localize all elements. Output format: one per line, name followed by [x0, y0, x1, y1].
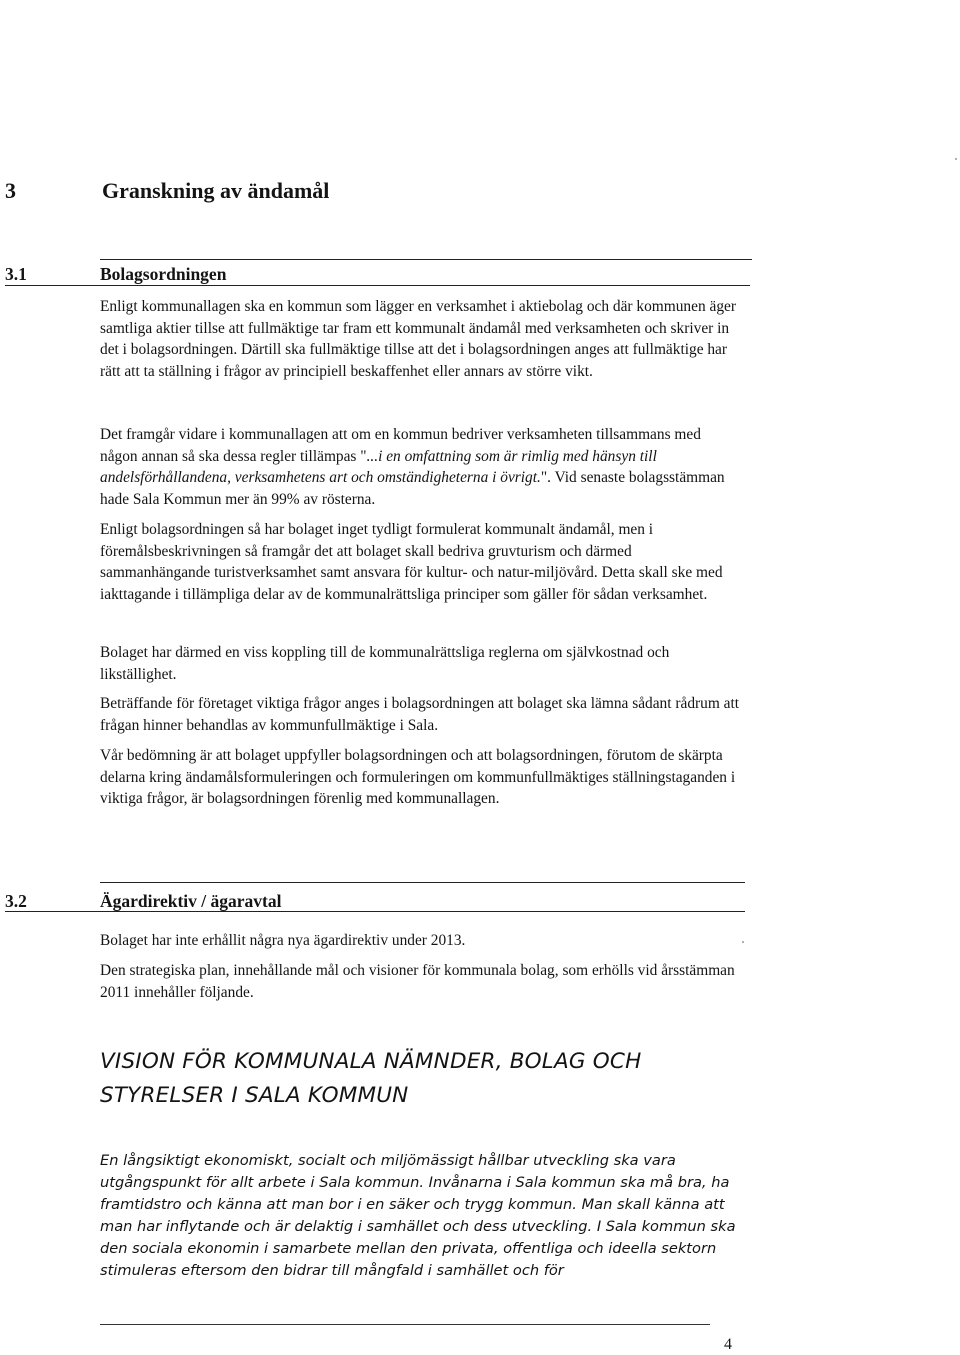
section-title: Ägardirektiv / ägaravtal	[100, 891, 282, 911]
section-title: Bolagsordningen	[100, 264, 227, 284]
section-divider	[100, 259, 752, 260]
scan-speck	[742, 941, 744, 943]
vision-heading: VISION FÖR KOMMUNALA NÄMNDER, BOLAG OCH STYRELSER I SALA KOMMUN	[100, 1049, 642, 1108]
vision-text: En långsiktigt ekonomiskt, socialt och miljömässigt hållbar utveckling ska vara utgångspunkt för allt arbete i Sala kommun. Invånarna i Sala kommun ska må bra, ha framtidstro och känna att man bor i en säker och trygg kommun. Man skall känna att man har inflytande och är delaktig i samhället och dess utveckling. I Sala kommun ska den sociala ekonomin i samarbete mellan den privata, offentliga och ideella sektorn stimuleras eftersom den bidrar till mångfald i samhället och för	[100, 1152, 736, 1279]
paragraph-quote: ...i en omfattning som är rimlig med hänsyn till andelsförhållandena, verksamhetens art och omständigheterna i övrigt.	[100, 447, 657, 487]
section-number: 3.1	[5, 264, 27, 284]
scan-speck	[955, 158, 957, 160]
paragraph: Enligt kommunallagen ska en kommun som lägger en verksamhet i aktiebolag och där kommunen äger samtliga aktier tillse att fullmäktige tar fram ett kommunalt ändamål med verksamheten och skriver in det i bolagsordningen. Därtill ska fullmäktige tillse att det i bolagsordningen anges att fullmäktige har rätt att ta ställning i frågor av principiell beskaffenhet eller annars av större vikt.	[100, 298, 736, 380]
paragraph-text: ". Vid senaste bolagsstämman hade Sala Kommun mer än 99% av rösterna.	[100, 469, 725, 508]
paragraph: Vår bedömning är att bolaget uppfyller bolagsordningen och att bolagsordningen, förutom de skärpta delarna kring ändamålsformuleringen och formuleringen om kommunfullmäktiges ställningstaganden i viktiga frågor, är bolagsordningen förenlig med kommunallagen.	[100, 747, 736, 808]
section-divider	[100, 882, 745, 883]
chapter-title: Granskning av ändamål	[102, 178, 330, 203]
page-number: 4	[724, 1336, 732, 1353]
paragraph-text: Det framgår vidare i kommunallagen att om en kommun bedriver verksamheten tillsammans med någon annan så ska dessa regler tillämpas "	[100, 426, 701, 465]
paragraph	[100, 424, 740, 510]
section-divider	[5, 285, 750, 286]
paragraph: Bolaget har inte erhållit några nya ägardirektiv under 2013.	[100, 932, 466, 949]
section-number: 3.2	[5, 891, 27, 911]
paragraph: Enligt bolagsordningen så har bolaget inget tydligt formulerat kommunalt ändamål, men i föremålsbeskrivningen så framgår det att bolaget skall bedriva gruvturism och därmed sammanhängande turistverksamhet samt ansvara för kultur- och natur-miljövård. Detta skall ske med iakttagande i tillämpliga delar av de kommunalrättsliga principer som gäller för sådan verksamhet.	[100, 521, 723, 603]
paragraph: Bolaget har därmed en viss koppling till de kommunalrättsliga reglerna om självkostnad och likställighet.	[100, 644, 670, 683]
footer-divider	[100, 1324, 710, 1325]
paragraph: Den strategiska plan, innehållande mål och visioner för kommunala bolag, som erhölls vid årsstämman 2011 innehåller följande.	[100, 962, 735, 1001]
paragraph: Beträffande för företaget viktiga frågor anges i bolagsordningen att bolaget ska lämna sådant rådrum att frågan hinner behandlas av kommunfullmäktige i Sala.	[100, 695, 740, 734]
chapter-number: 3	[5, 178, 16, 203]
